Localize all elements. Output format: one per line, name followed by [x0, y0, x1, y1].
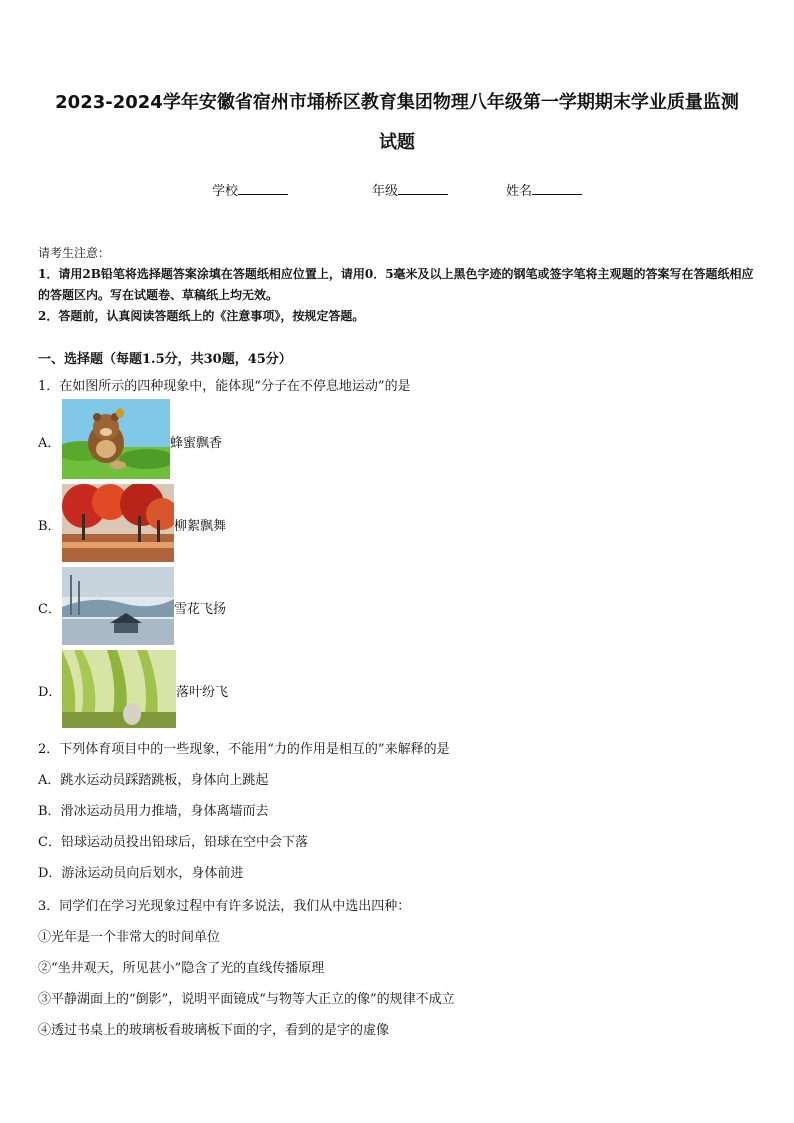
q3-statement-3: ③平静湖面上的“倒影”，说明平面镜成“与物等大正立的像”的规律不成立 — [38, 992, 455, 1007]
notice-heading: 请考生注意： — [38, 246, 111, 260]
q3-statement-4: ④透过书桌上的玻璃板看玻璃板下面的字，看到的是字的虚像 — [38, 1023, 390, 1038]
school-field — [212, 180, 288, 199]
q1-option-c-label: C． — [38, 602, 61, 617]
autumn-trees-image — [62, 484, 174, 562]
q1-option-a-label: A． — [38, 436, 61, 451]
honey-bear-image — [62, 399, 170, 479]
q2-option-d: D．游泳运动员向后划水，身体前进 — [38, 866, 244, 881]
school-blank — [238, 182, 288, 195]
q3-statement-1: ①光年是一个非常大的时间单位 — [38, 930, 221, 945]
grade-field — [372, 180, 448, 199]
snow-scene-image — [62, 567, 174, 645]
exam-title-line2: 试题 — [379, 132, 415, 153]
q1-option-d-text: 落叶纷飞 — [176, 685, 229, 700]
grade-blank — [398, 182, 448, 195]
q2-option-a: A．跳水运动员踩踏跳板，身体向上跳起 — [38, 773, 269, 788]
q1-option-d-label: D． — [38, 685, 62, 700]
q1-option-b-text: 柳絮飘舞 — [174, 519, 227, 534]
q1-option-a-text: 蜂蜜飘香 — [170, 436, 223, 451]
grade-label: 年级 — [372, 184, 399, 199]
q1-option-b-label: B． — [38, 519, 61, 534]
willow-trees-image — [62, 650, 176, 728]
name-label: 姓名 — [506, 184, 533, 199]
notice-item-1: 1．请用2B铅笔将选择题答案涂填在答题纸相应位置上，请用0．5毫米及以上黑色字迹的钢笔或签字笔将主观题的答案写在答题纸相应的答题区内。写在试题卷、草稿纸上均无效。 — [38, 267, 754, 302]
name-field — [506, 180, 582, 199]
question-2-stem: 2．下列体育项目中的一些现象，不能用“力的作用是相互的”来解释的是 — [38, 742, 450, 757]
q2-option-c: C．铅球运动员投出铅球后，铅球在空中会下落 — [38, 835, 308, 850]
q1-option-c-text: 雪花飞扬 — [174, 602, 227, 617]
question-1-stem: 1．在如图所示的四种现象中，能体现“分子在不停息地运动”的是 — [38, 379, 411, 394]
exam-title-line1: 2023-2024学年安徽省宿州市埇桥区教育集团物理八年级第一学期期末学业质量监测 — [55, 92, 739, 113]
section-heading: 一、选择题（每题1.5分，共30题，45分） — [38, 352, 292, 367]
name-blank — [532, 182, 582, 195]
notice-block — [38, 243, 758, 327]
q2-option-b: B．滑冰运动员用力推墙，身体离墙而去 — [38, 804, 269, 819]
q3-statement-2: ②“坐井观天，所见甚小”隐含了光的直线传播原理 — [38, 961, 325, 976]
question-3-stem: 3．同学们在学习光现象过程中有许多说法，我们从中选出四种： — [38, 899, 411, 914]
school-label: 学校 — [212, 184, 239, 199]
notice-item-2: 2．答题前，认真阅读答题纸上的《注意事项》，按规定答题。 — [38, 309, 365, 323]
